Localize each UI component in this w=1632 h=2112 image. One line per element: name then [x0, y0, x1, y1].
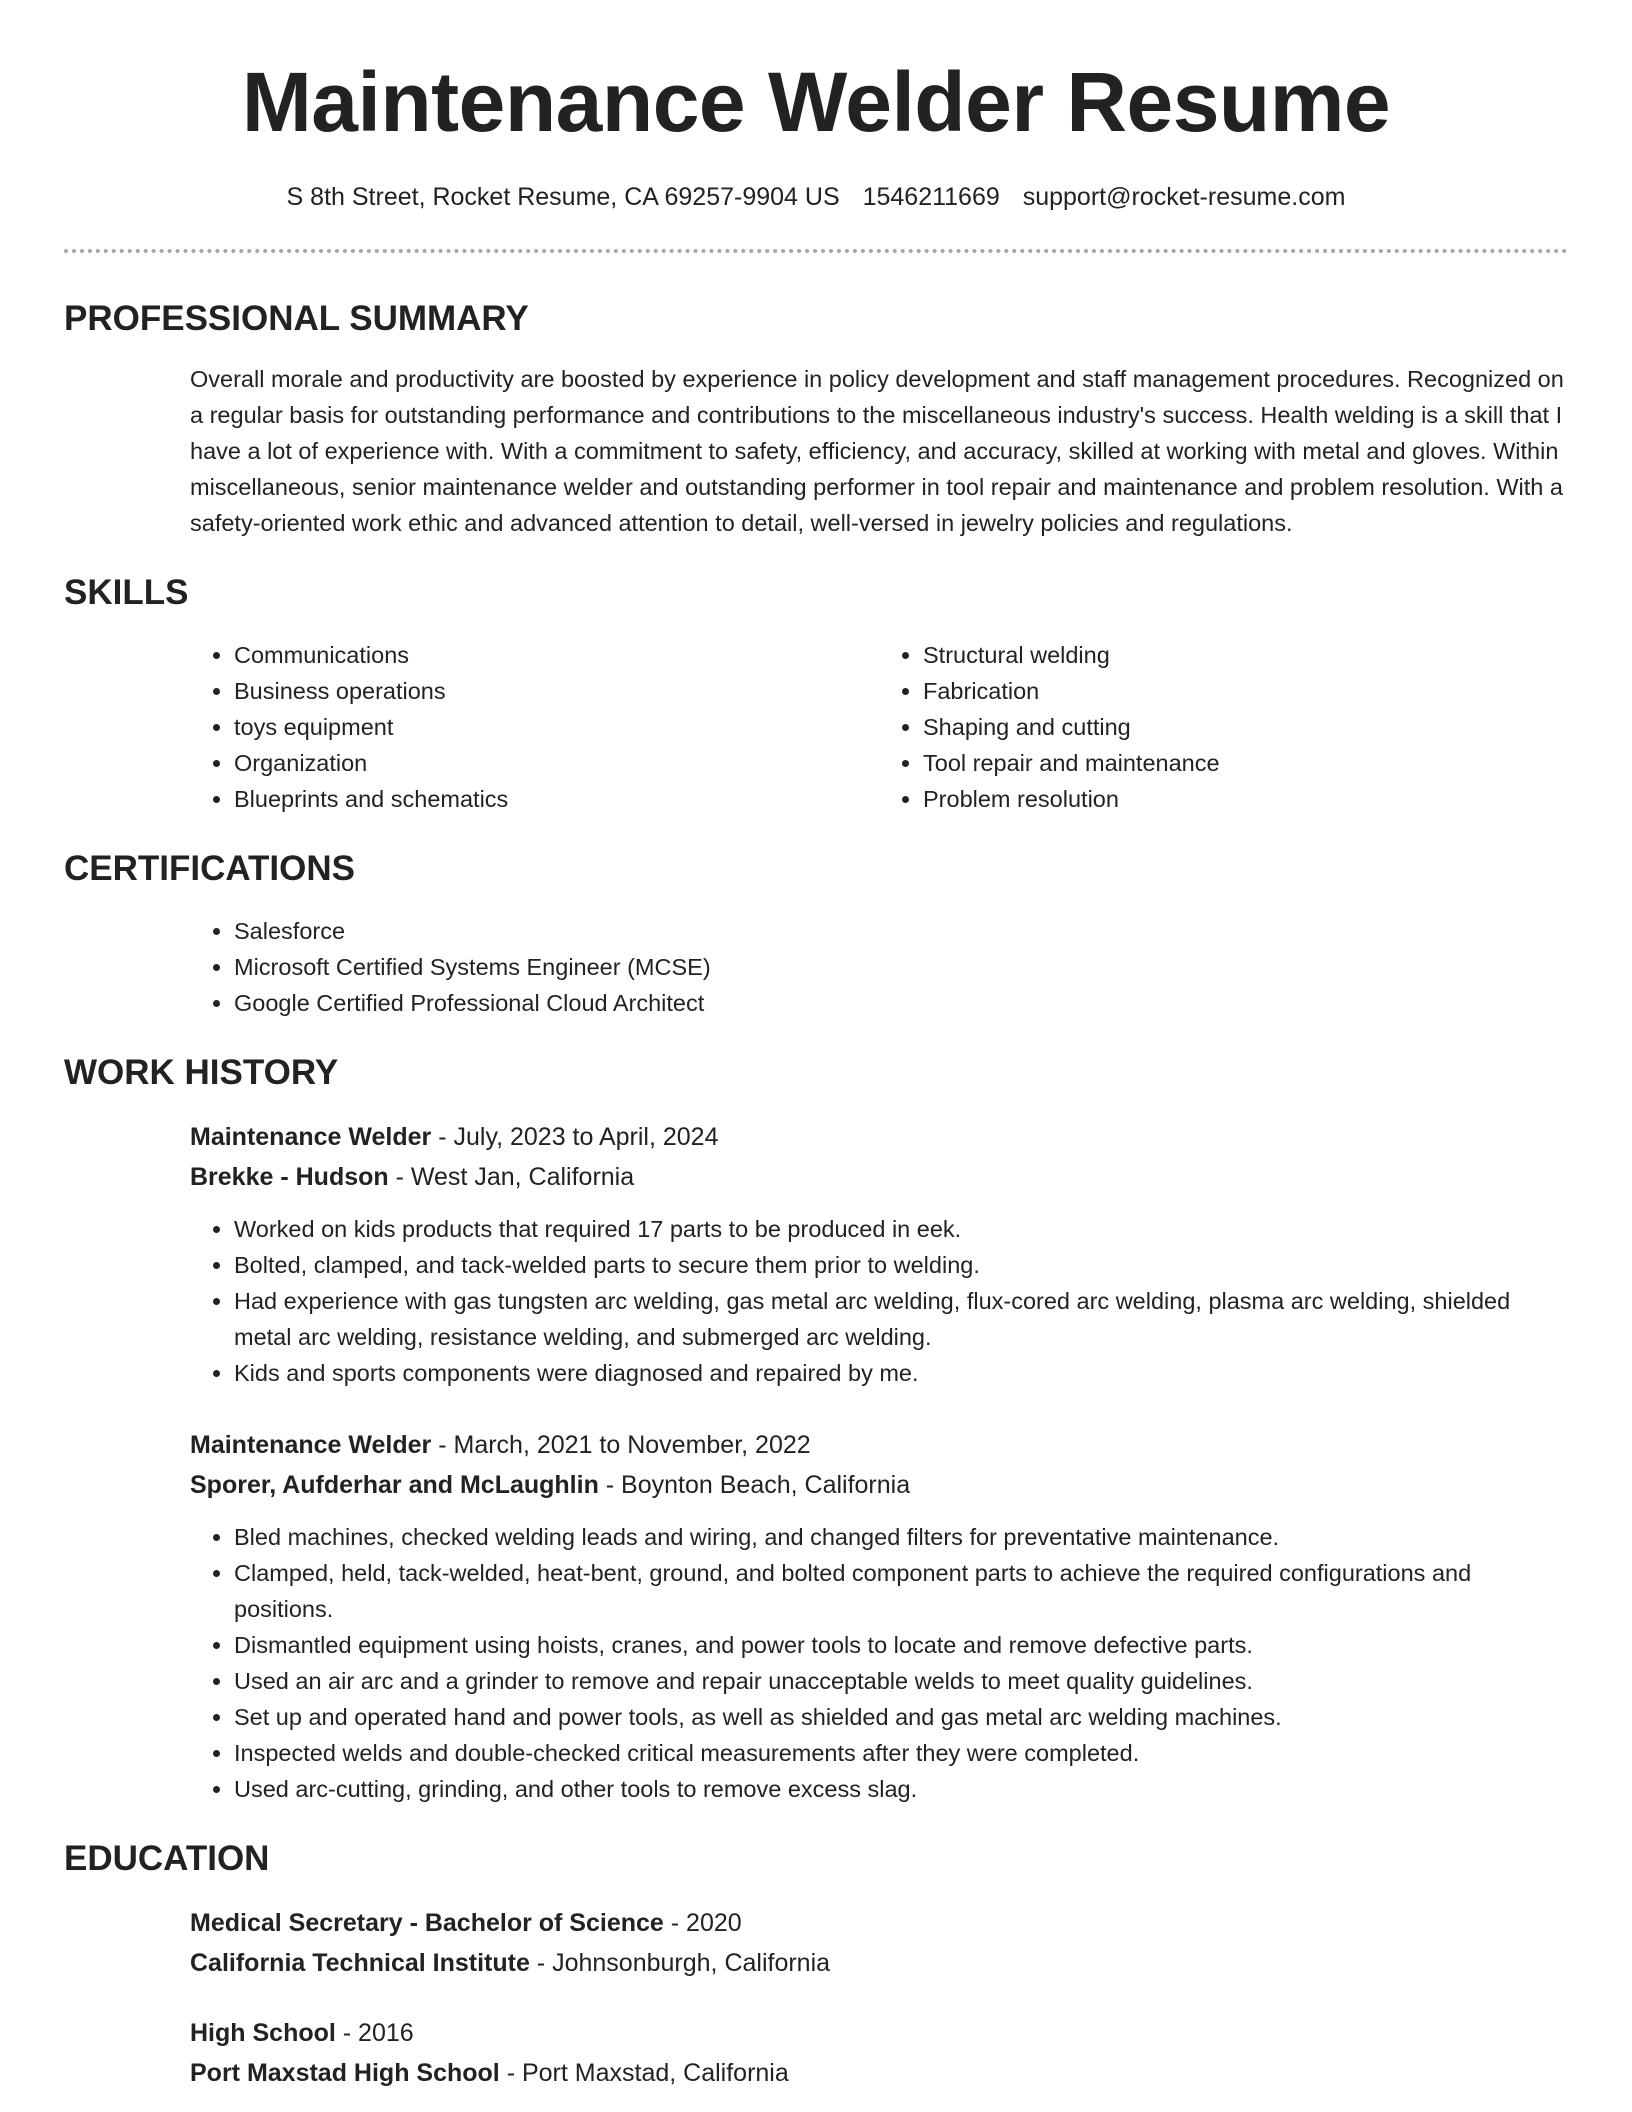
skill-item: • Organization [234, 745, 879, 781]
job-bullet: • Had experience with gas tungsten arc welding, gas metal arc welding, flux-cored arc welding, plasma arc welding, shielded metal arc welding, resistance welding, and submerged arc welding. [234, 1283, 1568, 1355]
job-bullets [190, 1519, 1568, 1807]
skills-list [190, 637, 1568, 817]
education-entry [190, 1903, 1568, 1983]
job-entry [190, 1425, 1568, 1807]
education-degree-line [190, 2013, 1568, 2053]
job-title-line [190, 1425, 1568, 1465]
job-bullet: • Set up and operated hand and power tools, as well as shielded and gas metal arc welding machines. [234, 1699, 1568, 1735]
certification-item: • Microsoft Certified Systems Engineer (MCSE) [234, 949, 1568, 985]
job-bullet: • Bolted, clamped, and tack-welded parts to secure them prior to welding. [234, 1247, 1568, 1283]
education-entry [190, 2013, 1568, 2093]
job-company-line [190, 1157, 1568, 1197]
contact-phone: 1546211669 [862, 183, 1000, 211]
job-bullet: • Inspected welds and double-checked critical measurements after they were completed. [234, 1735, 1568, 1771]
summary-heading: PROFESSIONAL SUMMARY [64, 299, 529, 338]
skill-item: • Blueprints and schematics [234, 781, 879, 817]
education-school: Port Maxstad High School [190, 2059, 500, 2087]
skills-heading: SKILLS [64, 573, 189, 612]
education-location: - Johnsonburgh, California [529, 1949, 831, 1977]
skill-item: • Tool repair and maintenance [923, 745, 1568, 781]
education-heading: EDUCATION [64, 1839, 270, 1878]
skills-column-right [879, 637, 1568, 817]
certifications-list [190, 913, 1568, 1021]
job-bullets [190, 1211, 1568, 1391]
education-year: - 2016 [335, 2019, 414, 2047]
job-company: Sporer, Aufderhar and McLaughlin [190, 1471, 599, 1499]
job-location: - Boynton Beach, California [598, 1471, 911, 1499]
skill-item: • Communications [234, 637, 879, 673]
contact-info [64, 179, 1568, 215]
job-bullet: • Dismantled equipment using hoists, cranes, and power tools to locate and remove defective parts. [234, 1627, 1568, 1663]
job-dates: - July, 2023 to April, 2024 [431, 1123, 719, 1151]
education-year: - 2020 [663, 1909, 742, 1937]
education-school-line [190, 1943, 1568, 1983]
skill-item: • Business operations [234, 673, 879, 709]
certification-item: • Google Certified Professional Cloud Architect [234, 985, 1568, 1021]
skill-item: • Problem resolution [923, 781, 1568, 817]
skill-item: • Shaping and cutting [923, 709, 1568, 745]
job-location: - West Jan, California [388, 1163, 635, 1191]
job-bullet: • Bled machines, checked welding leads and wiring, and changed filters for preventative maintenance. [234, 1519, 1568, 1555]
job-title: Maintenance Welder [190, 1123, 432, 1151]
skills-column-left [190, 637, 879, 817]
contact-address: S 8th Street, Rocket Resume, CA 69257-9904 US [286, 183, 840, 211]
job-company-line [190, 1465, 1568, 1505]
job-dates: - March, 2021 to November, 2022 [431, 1431, 811, 1459]
contact-email: support@rocket-resume.com [1022, 183, 1346, 211]
education-degree: High School [190, 2019, 336, 2047]
skill-item: • toys equipment [234, 709, 879, 745]
certifications-heading: CERTIFICATIONS [64, 849, 356, 888]
resume-page [64, 0, 1568, 2093]
job-bullet: • Kids and sports components were diagnosed and repaired by me. [234, 1355, 1568, 1391]
header-divider [64, 249, 1568, 253]
summary-text: Overall morale and productivity are boosted by experience in policy development and staff management procedures. Recognized on a regular basis for outstanding performance and contributions to the miscellaneous industry's success. Health welding is a skill that I have a lot of experience with. With a commitment to safety, efficiency, and accuracy, skilled at working with metal and gloves. Within miscellaneous, senior maintenance welder and outstanding performer in tool repair and maintenance and problem resolution. With a safety-oriented work ethic and advanced attention to detail, well-versed in jewelry policies and regulations. [190, 366, 1564, 536]
education-degree-line [190, 1903, 1568, 1943]
education-degree: Medical Secretary - Bachelor of Science [190, 1909, 664, 1937]
education-school: California Technical Institute [190, 1949, 530, 1977]
job-bullet: • Used an air arc and a grinder to remove and repair unacceptable welds to meet quality guidelines. [234, 1663, 1568, 1699]
job-title-line [190, 1117, 1568, 1157]
job-company: Brekke - Hudson [190, 1163, 389, 1191]
job-title: Maintenance Welder [190, 1431, 432, 1459]
job-entry [190, 1117, 1568, 1391]
job-bullet: • Worked on kids products that required 17 parts to be produced in eek. [234, 1211, 1568, 1247]
job-bullet: • Clamped, held, tack-welded, heat-bent, ground, and bolted component parts to achieve the required configurations and positions. [234, 1555, 1568, 1627]
skill-item: • Structural welding [923, 637, 1568, 673]
resume-title: Maintenance Welder Resume [241, 55, 1391, 149]
work-history-heading: WORK HISTORY [64, 1053, 339, 1092]
certification-item: • Salesforce [234, 913, 1568, 949]
education-school-line [190, 2053, 1568, 2093]
skill-item: • Fabrication [923, 673, 1568, 709]
education-location: - Port Maxstad, California [499, 2059, 789, 2087]
job-bullet: • Used arc-cutting, grinding, and other tools to remove excess slag. [234, 1771, 1568, 1807]
